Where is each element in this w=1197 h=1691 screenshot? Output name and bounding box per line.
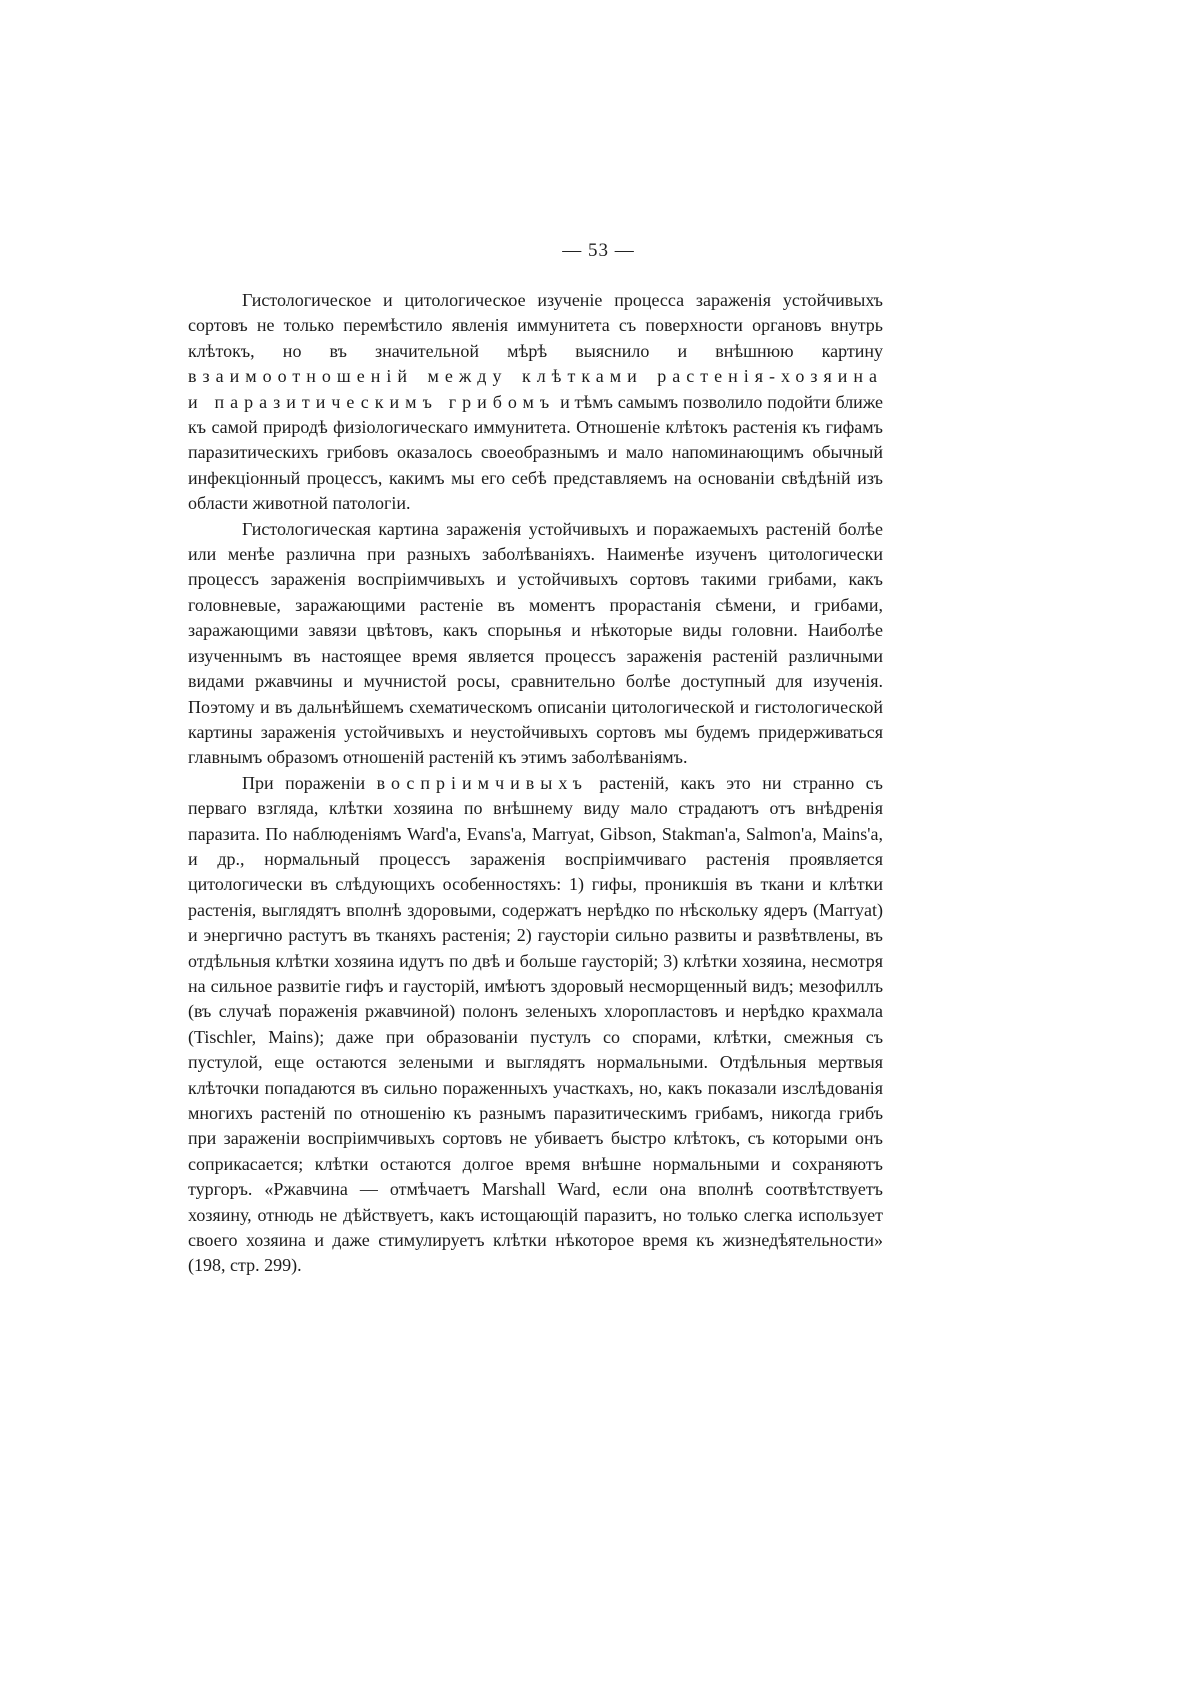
body-text <box>188 288 883 1279</box>
page-number: — 53 — <box>562 240 635 261</box>
paragraph-1 <box>188 288 883 517</box>
emphasized-text-run: взаимоотношеній между клѣтками растенія-хозяина и паразитическимъ грибомъ <box>188 366 883 412</box>
emphasized-text-run: воспріимчивыхъ <box>376 772 588 793</box>
text-run: растеній, какъ это ни странно съ перваго взгляда, клѣтки хозяина по внѣшнему виду мало страдаютъ отъ внѣдренія паразита. По наблюденіямъ Ward'а, Evans'а, Marryat, Gibson, Stakman'а, Salmon'а, Mains'а, и др., нормальный процессъ зараженія воспріимчиваго растенія проявляется цитологически въ слѣдующихъ особенностяхъ: 1) гифы, проникшія въ ткани и клѣтки растенія, выглядятъ вполнѣ здоровыми, содержатъ нерѣдко по нѣскольку ядеръ (Marryat) и энергично растутъ въ тканяхъ растенія; 2) гаусторіи сильно развиты и развѣтвлены, въ отдѣльныя клѣтки хозяина идутъ по двѣ и больше гаусторій; 3) клѣтки хозяина, несмотря на сильное развитіе гифъ и гаусторій, имѣютъ здоровый несморщенный видъ; мезофиллъ (въ случаѣ пораженія ржавчиной) полонъ зеленыхъ хлоропластовъ и нерѣдко крахмала (Tischler, Mains); даже при образованіи пустулъ со спорами, клѣтки, смежныя съ пустулой, еще остаются зелеными и выглядятъ нормальными. Отдѣльныя мертвыя клѣточки попадаются въ сильно пораженныхъ участкахъ, но, какъ показали изслѣдованія многихъ растеній по отношенію къ разнымъ паразитическимъ грибамъ, никогда грибъ при зараженіи воспріимчивыхъ сортовъ не убиваетъ быстро клѣтокъ, съ которыми онъ соприкасается; клѣтки остаются долгое время внѣшне нормальными и сохраняютъ тургоръ. «Ржавчина — отмѣчаетъ Marshall Ward, если она вполнѣ соотвѣтствуетъ хозяину, отнюдь не дѣйствуетъ, какъ истощающій паразитъ, но только слегка использует своего хозяина и даже стимулируетъ клѣтки нѣкоторое время къ жизнедѣятельности» (198, стр. 299). <box>188 772 883 1276</box>
text-run: и тѣмъ самымъ позволило подойти ближе къ самой природѣ физіологическаго иммунитета. Отношеніе клѣтокъ растенія къ гифамъ паразитическихъ грибовъ оказалось своеобразнымъ и мало напоминающимъ обычный инфекціонный процессъ, какимъ мы его себѣ представляемъ на основаніи свѣдѣній изъ области животной патологіи. <box>188 391 884 514</box>
paragraph-3 <box>188 771 883 1279</box>
paragraph-2 <box>188 517 883 771</box>
text-run: Гистологическое и цитологическое изученіе процесса зараженія устойчивыхъ сортовъ не только перемѣстило явленія иммунитета съ поверхности органовъ внутрь клѣтокъ, но въ значительной мѣрѣ выяснило и внѣшнюю картину <box>188 290 883 361</box>
text-run: Гистологическая картина зараженія устойчивыхъ и поражаемыхъ растеній болѣе или менѣе различна при разныхъ заболѣваніяхъ. Наименѣе изученъ цитологически процессъ зараженія воспріимчивыхъ и устойчивыхъ сортовъ такими грибами, какъ головневые, заражающими растеніе въ моментъ прорастанія сѣмени, и грибами, заражающими завязи цвѣтовъ, какъ спорынья и нѣкоторые виды головни. Наиболѣе изученнымъ въ настоящее время является процессъ зараженія растеній различными видами ржавчины и мучнистой росы, сравнительно болѣе доступный для изученія. Поэтому и въ дальнѣйшемъ схематическомъ описаніи цитологической и гистологической картины зараженія устойчивыхъ и неустойчивыхъ сортовъ мы будемъ придерживаться главнымъ образомъ отношеній растеній къ этимъ заболѣваніямъ. <box>188 518 883 768</box>
text-run: При пораженіи <box>242 772 377 793</box>
